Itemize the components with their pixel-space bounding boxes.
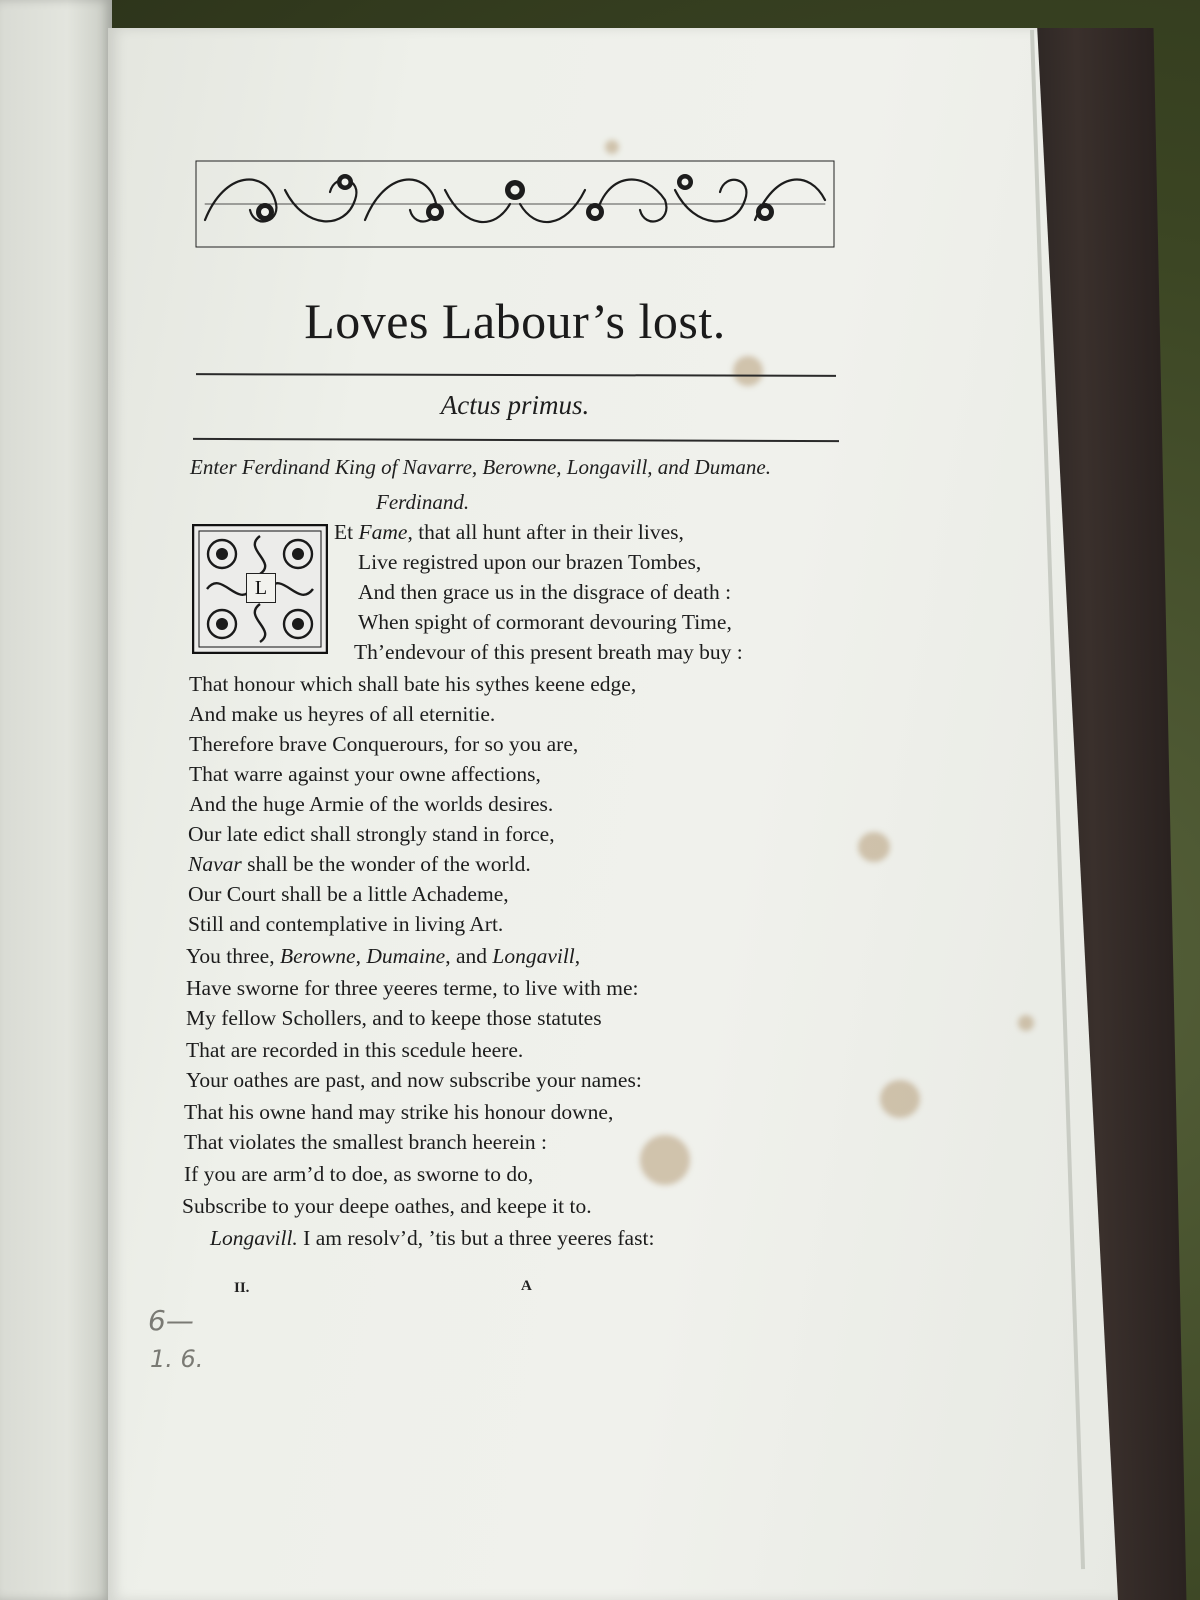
verse-line [210, 1226, 654, 1251]
verse-segment: Still and contemplative in living Art. [188, 912, 504, 936]
verse-line [358, 610, 732, 635]
verse-line [358, 550, 701, 575]
verse-line [184, 1130, 547, 1155]
verse-segment: Have sworne for three yeeres terme, to live with me: [186, 976, 639, 1000]
verse-line [186, 1068, 642, 1093]
verse-segment: That are recorded in this scedule heere. [186, 1038, 524, 1062]
verse-segment: , and [445, 944, 493, 968]
verse-segment: That warre against your owne affections, [189, 762, 541, 786]
signature-mark: A [521, 1278, 532, 1294]
verse-italic-segment: Berowne [279, 944, 356, 968]
verse-segment: , that all hunt after in their lives, [407, 520, 684, 544]
pencil-note: 6— [148, 1304, 194, 1337]
verse-segment: Th’endevour of this present breath may buy : [354, 640, 743, 664]
verse-line [189, 792, 553, 817]
verse-segment: That his owne hand may strike his honour downe, [184, 1100, 614, 1124]
verse-segment: If you are arm’d to doe, as sworne to do, [184, 1162, 534, 1186]
left-page-edge [0, 0, 112, 1600]
verse-segment: shall be the wonder of the world. [241, 852, 531, 876]
play-title: Loves Labour’s lost. [304, 293, 726, 349]
verse-segment: Live registred upon our brazen Tombes, [358, 550, 702, 574]
verse-line [189, 702, 495, 727]
foxing-stain [605, 140, 619, 154]
verse-line [358, 580, 731, 605]
verse-segment: Et [334, 520, 359, 544]
verse-segment: My fellow Schollers, and to keepe those statutes [186, 1006, 602, 1030]
verse-line [188, 882, 509, 907]
verse-italic-segment: Navar [188, 852, 242, 876]
verse-segment: And the huge Armie of the worlds desires. [189, 792, 554, 816]
verse-segment: When spight of cormorant devouring Time, [358, 610, 732, 634]
verse-line [189, 732, 578, 757]
verse-italic-segment: Longavill [492, 944, 575, 968]
verse-segment: That honour which shall bate his sythes keene edge, [189, 672, 637, 696]
verse-segment: And make us heyres of all eternitie. [189, 702, 496, 726]
verse-segment: Your oathes are past, and now subscribe your names: [186, 1068, 642, 1092]
verse-line [184, 1100, 613, 1125]
verse-segment: Subscribe to your deepe oathes, and keepe it to. [182, 1194, 592, 1218]
verse-line [354, 640, 743, 665]
drop-cap-letter: L [246, 573, 276, 603]
verse-segment: , [574, 944, 581, 968]
verse-line [189, 672, 636, 697]
verse-line [334, 520, 684, 545]
foxing-stain [640, 1135, 690, 1185]
foxing-stain [858, 832, 890, 862]
verse-segment: Our late edict shall strongly stand in force, [188, 822, 555, 846]
verse-line [186, 1006, 602, 1031]
verse-segment: , [355, 944, 367, 968]
verse-italic-segment: Dumaine [366, 944, 446, 968]
verse-line [184, 1162, 533, 1187]
verse-italic-segment: Fame [358, 520, 408, 544]
verse-line [186, 976, 639, 1001]
verse-segment: That violates the smallest branch heerein : [184, 1130, 547, 1154]
foxing-stain [880, 1080, 920, 1118]
verse-line [188, 822, 555, 847]
verse-line [186, 944, 580, 969]
verse-segment: Therefore brave Conquerours, for so you are, [189, 732, 579, 756]
verse-segment: And then grace us in the disgrace of death : [358, 580, 732, 604]
verse-segment: I am resolv’d, ’tis but a three yeeres fast: [297, 1226, 655, 1250]
volume-marker: II. [234, 1280, 250, 1296]
pencil-note: 1. 6. [150, 1345, 204, 1373]
verse-italic-segment: Longavill. [210, 1226, 298, 1250]
header-ornament-band [195, 160, 835, 248]
verse-line [186, 1038, 523, 1063]
verse-line [182, 1194, 592, 1219]
verse-line [188, 912, 503, 937]
stage-direction: Enter Ferdinand King of Navarre, Berowne, Longavill, and Dumane. [190, 455, 771, 479]
verse-line [189, 762, 541, 787]
verse-line [188, 852, 531, 877]
verse-segment: Our Court shall be a little Achademe, [188, 882, 509, 906]
foxing-stain [1018, 1015, 1034, 1031]
act-heading: Actus primus. [440, 390, 590, 420]
foxing-stain [733, 356, 763, 386]
verse-segment: You three, [186, 944, 280, 968]
speaker-name: Ferdinand. [376, 490, 470, 514]
